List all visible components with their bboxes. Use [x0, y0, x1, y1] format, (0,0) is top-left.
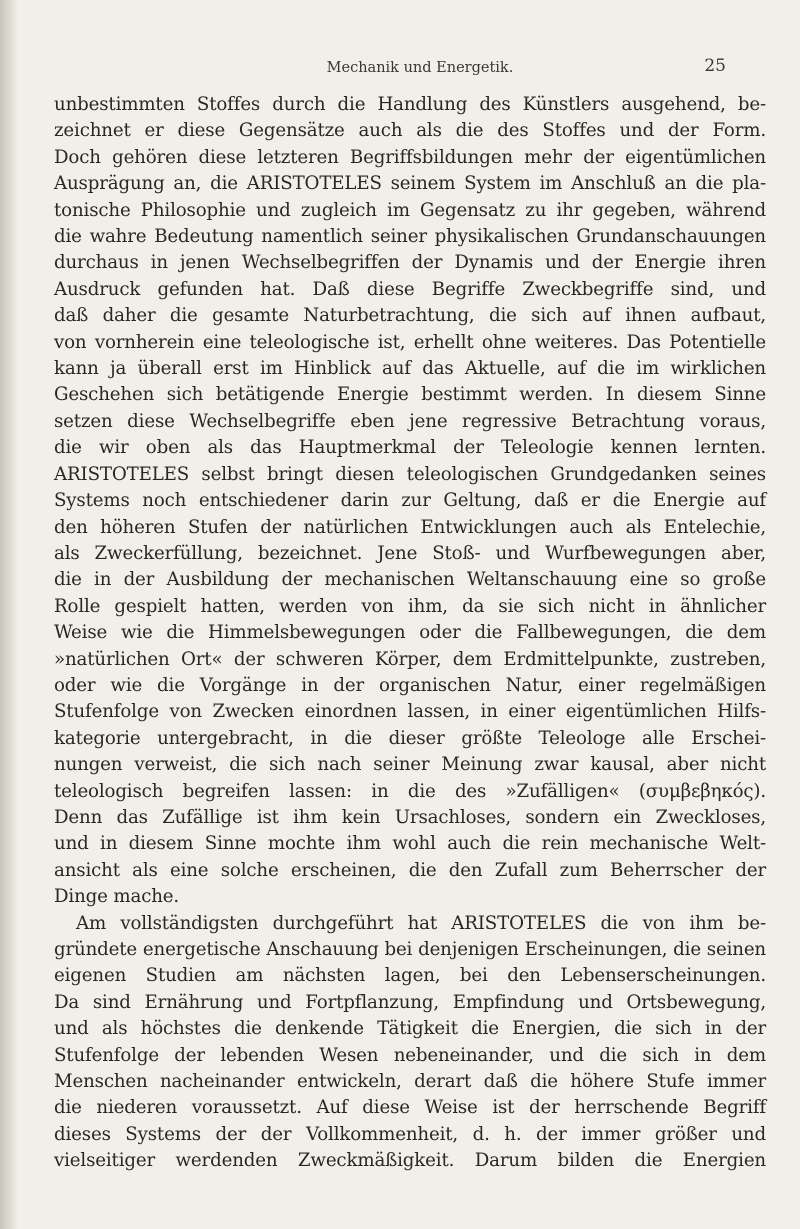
text-line: daß daher die gesamte Naturbetrachtung, die sich auf ihnen aufbaut, [54, 305, 766, 327]
text-line: unbestimmten Stoffes durch die Handlung des Künstlers ausgehend, be- [54, 94, 766, 115]
paragraph-1 [54, 92, 766, 911]
body-text [54, 92, 766, 1175]
text-line: Dinge mache. [54, 886, 180, 908]
binding-shadow [0, 0, 18, 1229]
text-line: oder wie die Vorgänge in der organischen Natur, einer regelmäßigen [54, 674, 766, 696]
text-line: die wir oben als das Hauptmerkmal der Teleologie kennen lernten. [54, 437, 766, 459]
text-line: nungen verweist, die sich nach seiner Meinung zwar kausal, aber nicht [54, 754, 766, 776]
text-line: die wahre Bedeutung namentlich seiner physikalischen Grundanschauungen [54, 226, 766, 248]
text-line: Doch gehören diese letzteren Begriffsbildungen mehr der eigentümlichen [54, 146, 766, 168]
text-line: Am vollständigsten durchgeführt hat ARISTOTELES die von ihm be- [76, 912, 766, 934]
text-line: kategorie untergebracht, in die dieser größte Teleologe alle Erschei- [54, 727, 766, 749]
text-line: durchaus in jenen Wechselbegriffen der Dynamis und der Energie ihren [54, 252, 766, 274]
text-line: zeichnet er diese Gegensätze auch als die des Stoffes und der Form. [54, 120, 766, 142]
running-head-title: Mechanik und Energetik. [326, 60, 514, 76]
text-line: und in diesem Sinne mochte ihm wohl auch die rein mechanische Welt- [54, 833, 766, 855]
text-line: ARISTOTELES selbst bringt diesen teleologischen Grundgedanken seines [54, 463, 766, 485]
text-line: teleologisch begreifen lassen: in die des »Zufälligen« (συμβεβηκός). [54, 780, 766, 802]
text-line: von vornherein eine teleologische ist, erhellt ohne weiteres. Das Potentielle [54, 331, 766, 353]
text-line: »natürlichen Ort« der schweren Körper, dem Erdmittelpunkte, zustreben, [54, 648, 766, 670]
book-page [54, 56, 766, 1175]
text-line: die niederen voraussetzt. Auf diese Weise ist der herrschende Begriff [54, 1097, 766, 1119]
text-line: eigenen Studien am nächsten lagen, bei den Lebenserscheinungen. [54, 965, 766, 987]
text-line: als Zweckerfüllung, bezeichnet. Jene Stoß- und Wurfbewegungen aber, [54, 542, 766, 564]
text-line: Systems noch entschiedener darin zur Geltung, daß er die Energie auf [54, 490, 766, 512]
text-line: Geschehen sich betätigende Energie bestimmt werden. In diesem Sinne [54, 384, 766, 406]
text-line: kann ja überall erst im Hinblick auf das Aktuelle, auf die im wirklichen [54, 358, 766, 380]
running-head [54, 56, 766, 90]
text-line: Ausdruck gefunden hat. Daß diese Begriffe Zweckbegriffe sind, und [54, 278, 766, 300]
text-line: Denn das Zufällige ist ihm kein Ursachloses, sondern ein Zweckloses, [54, 806, 766, 828]
text-line: Stufenfolge von Zwecken einordnen lassen, in einer eigentümlichen Hilfs- [54, 701, 766, 723]
text-line: Menschen nacheinander entwickeln, derart daß die höhere Stufe immer [54, 1071, 766, 1093]
text-line: dieses Systems der der Vollkommenheit, d. h. der immer größer und [54, 1123, 766, 1145]
text-line: Stufenfolge der lebenden Wesen nebeneinander, und die sich in dem [54, 1044, 766, 1066]
text-line: den höheren Stufen der natürlichen Entwicklungen auch als Entelechie, [54, 516, 766, 538]
text-line: gründete energetische Anschauung bei denjenigen Erscheinungen, die seinen [54, 939, 766, 960]
text-line: Weise wie die Himmelsbewegungen oder die Fallbewegungen, die dem [54, 622, 766, 644]
text-line: und als höchstes die denkende Tätigkeit die Energien, die sich in der [54, 1018, 766, 1040]
text-line: ansicht als eine solche erscheinen, die den Zufall zum Beherrscher der [54, 859, 766, 881]
page-number: 25 [704, 56, 726, 76]
text-line: Da sind Ernährung und Fortpflanzung, Empfindung und Ortsbewegung, [54, 991, 766, 1013]
paragraph-2 [54, 911, 766, 1175]
text-line: tonische Philosophie und zugleich im Gegensatz zu ihr gegeben, während [54, 199, 766, 221]
text-line: die in der Ausbildung der mechanischen Weltanschauung eine so große [54, 569, 766, 591]
text-line: setzen diese Wechselbegriffe eben jene regressive Betrachtung voraus, [54, 410, 766, 432]
text-line: vielseitiger werdenden Zweckmäßigkeit. Darum bilden die Energien [54, 1150, 766, 1172]
text-line: Rolle gespielt hatten, werden von ihm, da sie sich nicht in ähnlicher [54, 595, 766, 617]
text-line: Ausprägung an, die ARISTOTELES seinem System im Anschluß an die pla- [54, 173, 766, 195]
